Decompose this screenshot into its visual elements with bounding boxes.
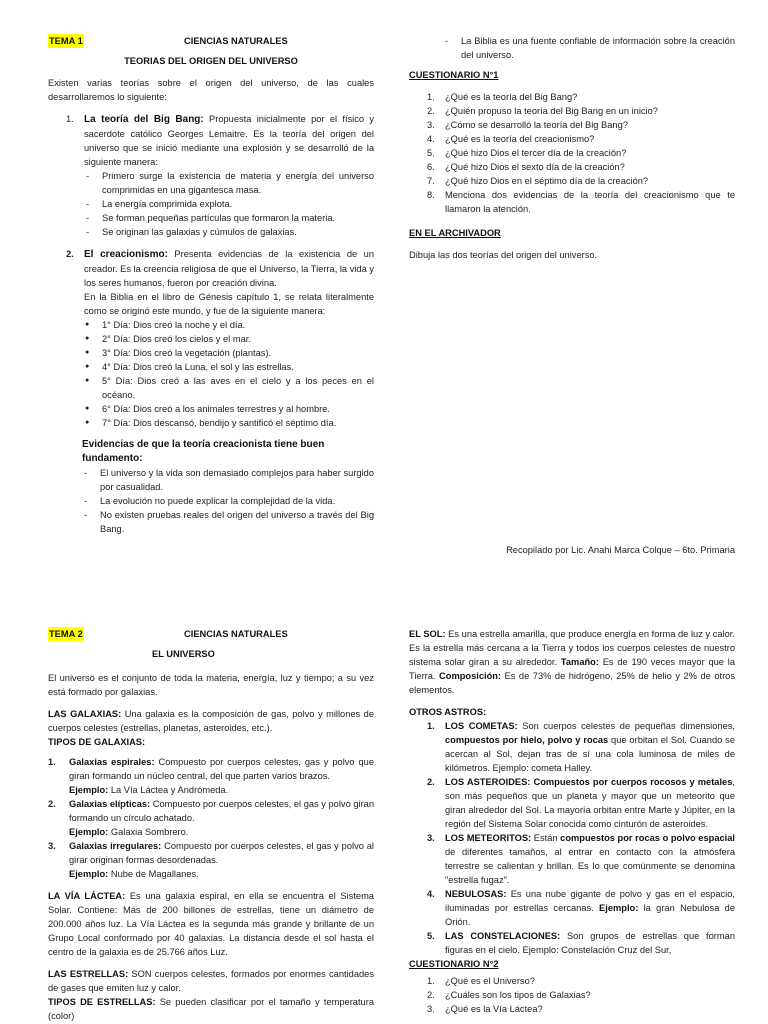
tema1-header [48, 34, 374, 48]
astro-item [409, 831, 735, 887]
question-item: 2. ¿Quién propuso la teoría del Big Bang en un inicio? [409, 104, 735, 118]
bigbang-steps [84, 169, 374, 239]
theory2-label: El creacionismo: [84, 249, 168, 260]
tipos-estrellas-label: TIPOS DE ESTRELLAS: [48, 997, 156, 1007]
theory1-text: Propuesta inicialmente por el físico y sacerdote católico Georges Lemaitre. Es la teoría del origen del universo que se inició mediante una explosión y se desarrolló de la siguiente manera: [84, 114, 374, 167]
question-item: 3. ¿Qué es la Vía Láctea? [409, 1002, 735, 1016]
astro-text: compuestos por hielo, polvo y rocas [445, 735, 609, 745]
astro-label: LOS ASTEROIDES: Compuestos por cuerpos rocosos y metales [445, 777, 733, 787]
creation-days [84, 318, 374, 430]
astro-label: LAS CONSTELACIONES: [445, 931, 561, 941]
galaxias-text: Una galaxia es la composición de gas, polvo y millones de cuerpos celestes (estrellas, planetas, asteroides, etc.). [48, 709, 375, 733]
estrellas-text: SON cuerpos celestes, formados por enormes cantidades de gases que emiten luz y calor. [48, 969, 374, 993]
theory-creacionismo [48, 247, 374, 430]
tema1-right-column [409, 34, 735, 262]
cuestionario2-list [409, 974, 735, 1016]
bigbang-step: - La energía comprimida explota. [84, 197, 374, 211]
tipos-galaxias-title: TIPOS DE GALAXIAS: [48, 737, 146, 747]
astro-text: compuestos por rocas o polvo espacial [560, 833, 735, 843]
tema2-right-column [409, 627, 735, 1016]
evidence-list-cont [409, 34, 735, 62]
galaxy-type-example [69, 825, 374, 839]
astro-label: LOS COMETAS: [445, 721, 518, 731]
galaxy-type-label: Galaxias espirales: [69, 757, 155, 767]
question-item: 1. ¿Qué es la teoría del Big Bang? [409, 90, 735, 104]
theory-big-bang [48, 112, 374, 239]
astro-text: la gran Nebulosa de Orión. [445, 903, 736, 927]
question-item: 1. ¿Qué es el Universo? [409, 974, 735, 988]
credit-line: Recopilado por Lic. Anahi Marca Colque – 6to. Primaria [506, 545, 735, 555]
galaxy-type-text: Compuesto por cuerpos celestes, gas y polvo que giran formando un núcleo central, del que parten varios brazos. [69, 757, 374, 781]
galaxy-type-example [69, 783, 374, 797]
sol-text: Es una estrella amarilla, que produce energía en forma de luz y calor. Es la estrella más cercana a la Tierra y todos los cuerpos celestes de nuestro sistema solar giran a su alrededor. [409, 629, 735, 667]
galaxy-type-text: Compuesto por cuerpos celestes, el gas y polvo giran formando un círculo achatado. [69, 799, 375, 823]
via-lactea-text: Es una galaxia espiral, en ella se encuentra el Sistema Solar. Contiene: Más de 200 billones de estrellas, tiene un diámetro de 200.000 años luz. La Vía Láctea es la segunda más grande y brillante de un Grupo Local conformado por 40 galaxias. La distancia desde el sol hasta el centro de la galaxia es de 25.766 años Luz. [48, 891, 374, 957]
evidence-list [48, 466, 374, 536]
galaxy-type-item [48, 839, 374, 881]
example-label: Ejemplo: [69, 827, 109, 837]
question-item: 8. Menciona dos evidencias de la teoría del creacionismo que te llamaron la atención. [409, 188, 735, 216]
astro-text: , son más pequeños que un planeta y mayor que un meteorito que giran alrededor del Sol. La mayoría orbitan entre Marte y Júpiter, en la región del Sistema Solar conocida como cinturón de asteroides. [445, 777, 735, 829]
tema2-intro: El universo es el conjunto de toda la materia, energía, luz y tiempo; a su vez está formado por galaxias. [48, 673, 374, 697]
otros-astros-title: OTROS ASTROS: [409, 707, 487, 717]
cuestionario1-title: CUESTIONARIO N°1 [409, 70, 499, 80]
tipos-galaxias-list [48, 755, 374, 881]
astro-text: de diferentes tamaños, al entrar en contacto con la atmósfera terrestre se calientan y brillan. Es lo que comúnmente se denomina "estrella fugaz". [445, 847, 735, 885]
question-item: 3. ¿Cómo se desarrolló la teoría del Big Bang? [409, 118, 735, 132]
astro-text: Son grupos de estrellas que forman figuras en el cielo. Ejemplo: Constelación Cruz del Sur, [445, 931, 735, 955]
cuestionario1-list [409, 90, 735, 216]
astro-item [409, 719, 735, 775]
theories-list-2 [48, 247, 374, 430]
creation-day: ● 4° Día: Dios creó la Luna, el sol y las estrellas. [84, 360, 374, 374]
astro-item [409, 929, 735, 957]
evidence-item: - La evolución no puede explicar la complejidad de la vida. [82, 494, 374, 508]
theory2-text: Presenta evidencias de la existencia de un creador. Es la creencia religiosa de que el Universo, la Tierra, la vida y los seres humanos, fueron por creación divina. [84, 249, 374, 288]
astro-text: que orbitan el Sol. Cuando se acercan al Sol, dejan tras de sí una cola luminosa de miles de kilómetros. Ejemplo: cometa Halley. [445, 735, 736, 773]
galaxy-type-item [48, 755, 374, 797]
tema1-tag: TEMA 1 [49, 36, 83, 46]
example-text: La Vía Láctea y Andrómeda. [108, 785, 229, 795]
creation-day: ● 5° Día: Dios creó a las aves en el cielo y a los peces en el océano. [84, 374, 374, 402]
example-label: Ejemplo: [69, 869, 109, 879]
tema1-subject: CIENCIAS NATURALES [184, 36, 288, 46]
genesis-text: En la Biblia en el libro de Génesis capítulo 1, se relata literalmente como se originó este mundo, y fue de la siguiente manera: [84, 292, 374, 316]
galaxy-type-label: Galaxias elípticas: [69, 799, 151, 809]
evidence-title: Evidencias de que la teoría creacionista tiene buen fundamento: [82, 439, 325, 464]
bigbang-step: - Se forman pequeñas partículas que formaron la materia. [84, 211, 374, 225]
astro-text: Están [531, 833, 561, 843]
question-item: 4. ¿Qué es la teoría del creacionismo? [409, 132, 735, 146]
creation-day: ● 7° Día: Dios descansó, bendijo y santificó el séptimo día. [84, 416, 374, 430]
via-lactea-label: LA VÍA LÁCTEA: [48, 891, 126, 901]
example-text: Nube de Magallanes. [108, 869, 199, 879]
tema2-tag: TEMA 2 [49, 629, 83, 639]
question-item: 2. ¿Cuáles son los tipos de Galaxias? [409, 988, 735, 1002]
tipos-estrellas-text: Se pueden clasificar por el tamaño y temperatura (color) [48, 997, 374, 1021]
tema2-left-column [48, 627, 374, 1023]
tema2-title: EL UNIVERSO [152, 649, 215, 659]
creation-day: ● 6° Día: Dios creó a los animales terrestres y al hombre. [84, 402, 374, 416]
example-label: Ejemplo: [69, 785, 109, 795]
question-item: 7. ¿Qué hizo Dios en el séptimo día de la creación? [409, 174, 735, 188]
theories-list [48, 112, 374, 239]
evidence-item: - No existen pruebas reales del origen del universo a través del Big Bang. [82, 508, 374, 536]
galaxias-label: LAS GALAXIAS: [48, 709, 122, 719]
archivador-text: Dibuja las dos teorías del origen del universo. [409, 250, 598, 260]
sol-label: EL SOL: [409, 629, 446, 639]
tema2-header [48, 627, 374, 641]
tema1-intro: Existen varias teorías sobre el origen del universo, de las cuales desarrollaremos lo siguiente: [48, 78, 374, 102]
galaxy-type-label: Galaxias irregulares: [69, 841, 162, 851]
tema1-title: TEORIAS DEL ORIGEN DEL UNIVERSO [124, 56, 298, 66]
galaxy-type-example [69, 867, 374, 881]
astro-item [409, 887, 735, 929]
evidence-item: - El universo y la vida son demasiado complejos para haber surgido por casualidad. [82, 466, 374, 494]
tema2-subject: CIENCIAS NATURALES [184, 629, 288, 639]
creation-day: ● 2° Día: Dios creó los cielos y el mar. [84, 332, 374, 346]
astro-text: Es una nube gigante de polvo y gas en el espacio, iluminadas por estrellas cercanas. [445, 889, 735, 913]
creation-day: ● 3° Día: Dios creó la vegetación (plantas). [84, 346, 374, 360]
creation-day: ● 1° Día: Dios creó la noche y el día. [84, 318, 374, 332]
astro-item [409, 775, 735, 831]
bigbang-step: - Primero surge la existencia de materia y energía del universo comprimidas en una gigantesca masa. [84, 169, 374, 197]
bigbang-step: - Se originan las galaxias y cúmulos de galaxias. [84, 225, 374, 239]
astro-text: Ejemplo: [599, 903, 639, 913]
composicion-label: Composición: [439, 671, 502, 681]
otros-astros-list [409, 719, 735, 957]
galaxy-type-item [48, 797, 374, 839]
tamano-label: Tamaño: [560, 657, 599, 667]
tamano-text: Es de 190 veces mayor que la Tierra. [409, 657, 735, 681]
evidence-item: - La Biblia es una fuente confiable de información sobre la creación del universo. [443, 34, 735, 62]
archivador-title: EN EL ARCHIVADOR [409, 228, 501, 238]
estrellas-label: LAS ESTRELLAS: [48, 969, 129, 979]
galaxy-type-text: Compuesto por cuerpos celestes, el gas y polvo al girar originan formas desordenadas. [69, 841, 374, 865]
astro-text: Son cuerpos celestes de pequeñas dimensiones, [517, 721, 735, 731]
composicion-text: Es de 73% de hidrógeno, 25% de helio y 2% de otros elementos. [409, 671, 735, 695]
tema1-left-column [48, 34, 374, 536]
question-item: 5. ¿Qué hizo Dios el tercer día de la creación? [409, 146, 735, 160]
example-text: Galaxia Sombrero. [108, 827, 189, 837]
astro-label: NEBULOSAS: [445, 889, 507, 899]
theory1-label: La teoría del Big Bang: [84, 114, 204, 125]
astro-label: LOS METEORITOS: [445, 833, 532, 843]
question-item: 6. ¿Qué hizo Dios el sexto día de la creación? [409, 160, 735, 174]
cuestionario2-title: CUESTIONARIO N°2 [409, 959, 499, 969]
